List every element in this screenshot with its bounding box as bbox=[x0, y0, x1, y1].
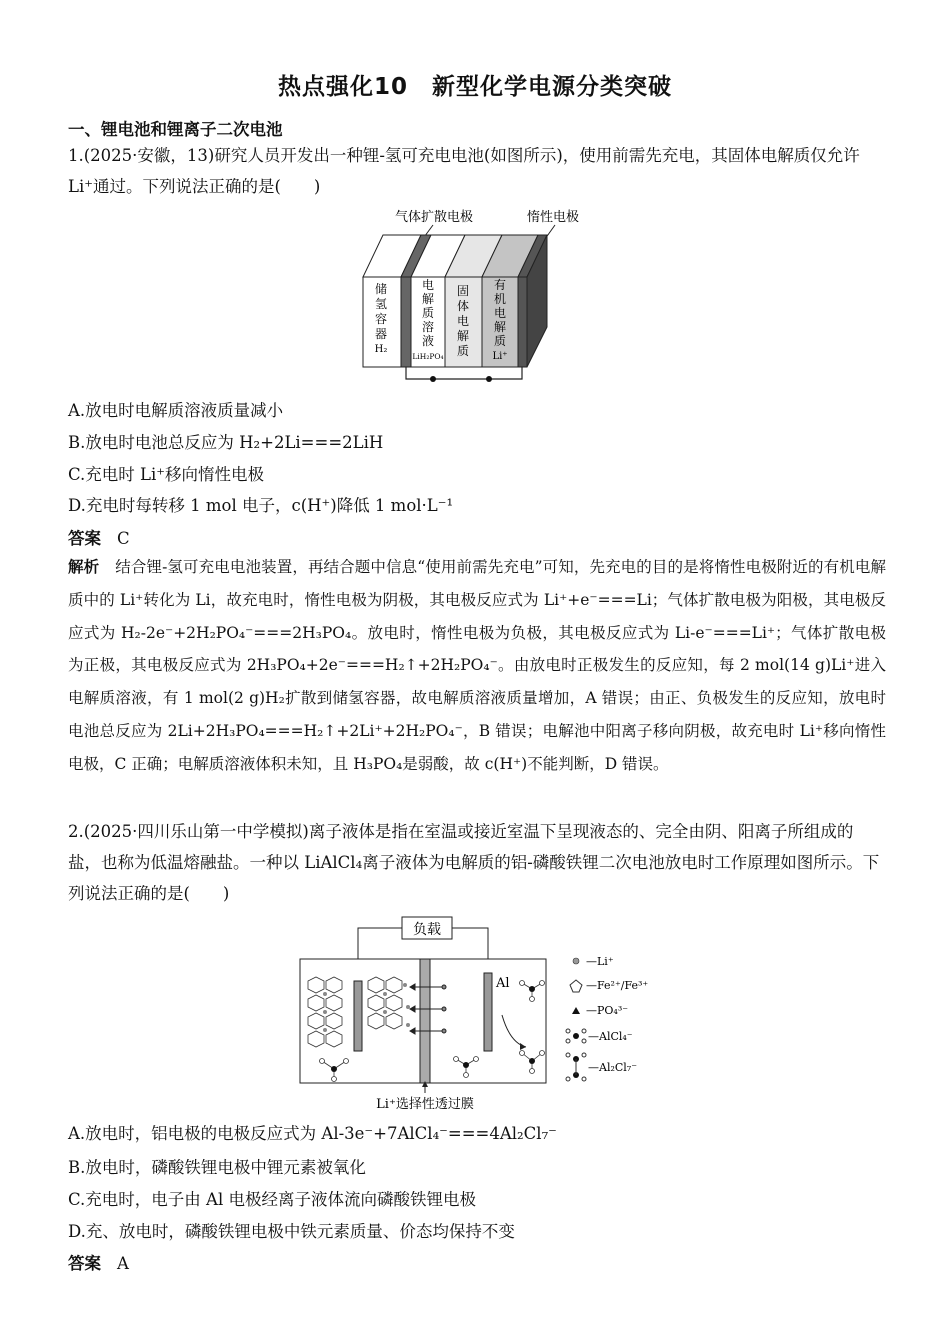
analysis-text: 结合锂-氢可充电电池装置，再结合题中信息“使用前需先充电”可知，先充电的目的是将惰性电极附近的有机电解质中的 Li⁺转化为 Li，故充电时，惰性电极为阴极，其电极反应式为 Li⁺+e⁻===Li；气体扩散电极为阳极，其电极反应式为 H₂-2e⁻+2H₂PO₄⁻===2H₃PO₄。放电时，惰性电极为负极，其电极反应式为 Li-e⁻===Li⁺；气体扩散电极为正极，其电极反应式为 2H₃PO₄+2e⁻===H₂↑+2H₂PO₄⁻。由放电时正极发生的反应知，每 2 mol(14 g)Li⁺进入电解质溶液，有 1 mol(2 g)H₂扩散到储氢容器，故电解质溶液质量增加，A 错误；由正、负极发生的反应知，放电时电池总反应为 2Li+2H₃PO₄===H₂↑+2Li⁺+2H₂PO₄⁻，B 错误；电解池中阳离子移向阴极，故充电时 Li⁺移向惰性电极，C 正确；电解质溶液体积未知，且 H₃PO₄是弱酸，故 c(H⁺)不能判断，D 错误。 bbox=[68, 558, 886, 773]
col1-char-1: 储 bbox=[374, 282, 388, 296]
col4-char-1: 有 bbox=[493, 278, 507, 292]
legend-al2cl7: —Al₂Cl₇⁻ bbox=[588, 1061, 638, 1074]
col2-char-5: 液 bbox=[421, 334, 435, 348]
battery-diagram-2 bbox=[296, 915, 666, 1111]
section-heading: 一、锂电池和锂离子二次电池 bbox=[68, 120, 283, 139]
col2-char-3: 质 bbox=[421, 306, 435, 320]
terminal-dot bbox=[430, 376, 436, 382]
col3-char-5: 质 bbox=[456, 344, 470, 358]
col1-char-4: 器 bbox=[374, 327, 388, 341]
battery-diagram-1 bbox=[355, 205, 605, 385]
col4-char-5: 质 bbox=[493, 334, 507, 348]
legend-po4: —PO₄³⁻ bbox=[586, 1004, 629, 1017]
al-label: Al bbox=[496, 976, 510, 991]
col3-char-4: 解 bbox=[456, 329, 470, 343]
col2-char-2: 解 bbox=[421, 292, 435, 306]
answer-label: 答案 bbox=[68, 529, 101, 548]
q2-option-d: D.充、放电时，磷酸铁锂电极中铁元素质量、价态均保持不变 bbox=[68, 1222, 515, 1241]
analysis-label: 解析 bbox=[68, 558, 100, 576]
q2-option-c: C.充电时，电子由 Al 电极经离子液体流向磷酸铁锂电极 bbox=[68, 1190, 476, 1209]
q1-option-c: C.充电时 Li⁺移向惰性电极 bbox=[68, 465, 264, 484]
col1-char-2: 氢 bbox=[374, 297, 388, 311]
legend-li: —Li⁺ bbox=[586, 955, 614, 968]
q1-answer-line bbox=[68, 525, 130, 549]
col3-char-2: 体 bbox=[456, 299, 470, 313]
col4-char-3: 电 bbox=[493, 306, 507, 320]
question-1-stem: 1.(2025·安徽，13)研究人员开发出一种锂-氢可充电电池(如图所示)，使用前需先充电，其固体电解质仅允许 Li⁺通过。下列说法正确的是( ) bbox=[68, 146, 860, 196]
q2-answer-line bbox=[68, 1250, 129, 1274]
q1-analysis bbox=[68, 551, 886, 781]
col3-char-3: 电 bbox=[456, 314, 470, 328]
col4-char-6: Li⁺ bbox=[492, 351, 508, 362]
question-2-stem: 2.(2025·四川乐山第一中学模拟)离子液体是指在室温或接近室温下呈现液态的、完全由阴、阳离子所组成的盐，也称为低温熔融盐。一种以 LiAlCl₄离子液体为电解质的铝-磷酸铁锂二次电池放电时工作原理如图所示。下列说法正确的是( ) bbox=[68, 822, 880, 903]
col1-char-5: H₂ bbox=[374, 344, 388, 355]
q1-option-d: D.充电时每转移 1 mol 电子，c(H⁺)降低 1 mol·L⁻¹ bbox=[68, 496, 454, 515]
label-inert-electrode: 惰性电极 bbox=[527, 210, 580, 225]
q1-option-a: A.放电时电解质溶液质量减小 bbox=[68, 401, 284, 420]
answer-value: C bbox=[117, 529, 130, 548]
load-label: 负载 bbox=[413, 922, 441, 938]
answer-value: A bbox=[117, 1254, 129, 1273]
page-title: 热点强化10 新型化学电源分类突破 bbox=[277, 74, 672, 100]
col2-char-6: LiH₂PO₄ bbox=[412, 352, 444, 361]
col2-char-1: 电 bbox=[421, 278, 435, 292]
legend-fe: —Fe²⁺/Fe³⁺ bbox=[586, 979, 649, 992]
col4-char-4: 解 bbox=[493, 320, 507, 334]
membrane-label: Li⁺选择性透过膜 bbox=[376, 1097, 474, 1111]
terminal-dot bbox=[486, 376, 492, 382]
legend-alcl4: —AlCl₄⁻ bbox=[588, 1030, 633, 1043]
col1-char-3: 容 bbox=[374, 312, 388, 326]
col3-char-1: 固 bbox=[456, 284, 470, 298]
q2-option-a: A.放电时，铝电极的电极反应式为 Al-3e⁻+7AlCl₄⁻===4Al₂Cl₇⁻ bbox=[68, 1124, 557, 1143]
q2-option-b: B.放电时，磷酸铁锂电极中锂元素被氧化 bbox=[68, 1158, 366, 1177]
col4-char-2: 机 bbox=[493, 292, 507, 306]
col2-char-4: 溶 bbox=[421, 320, 435, 334]
label-gas-electrode: 气体扩散电极 bbox=[395, 210, 474, 225]
q1-option-b: B.放电时电池总反应为 H₂+2Li===2LiH bbox=[68, 433, 384, 452]
answer-label: 答案 bbox=[68, 1254, 101, 1273]
